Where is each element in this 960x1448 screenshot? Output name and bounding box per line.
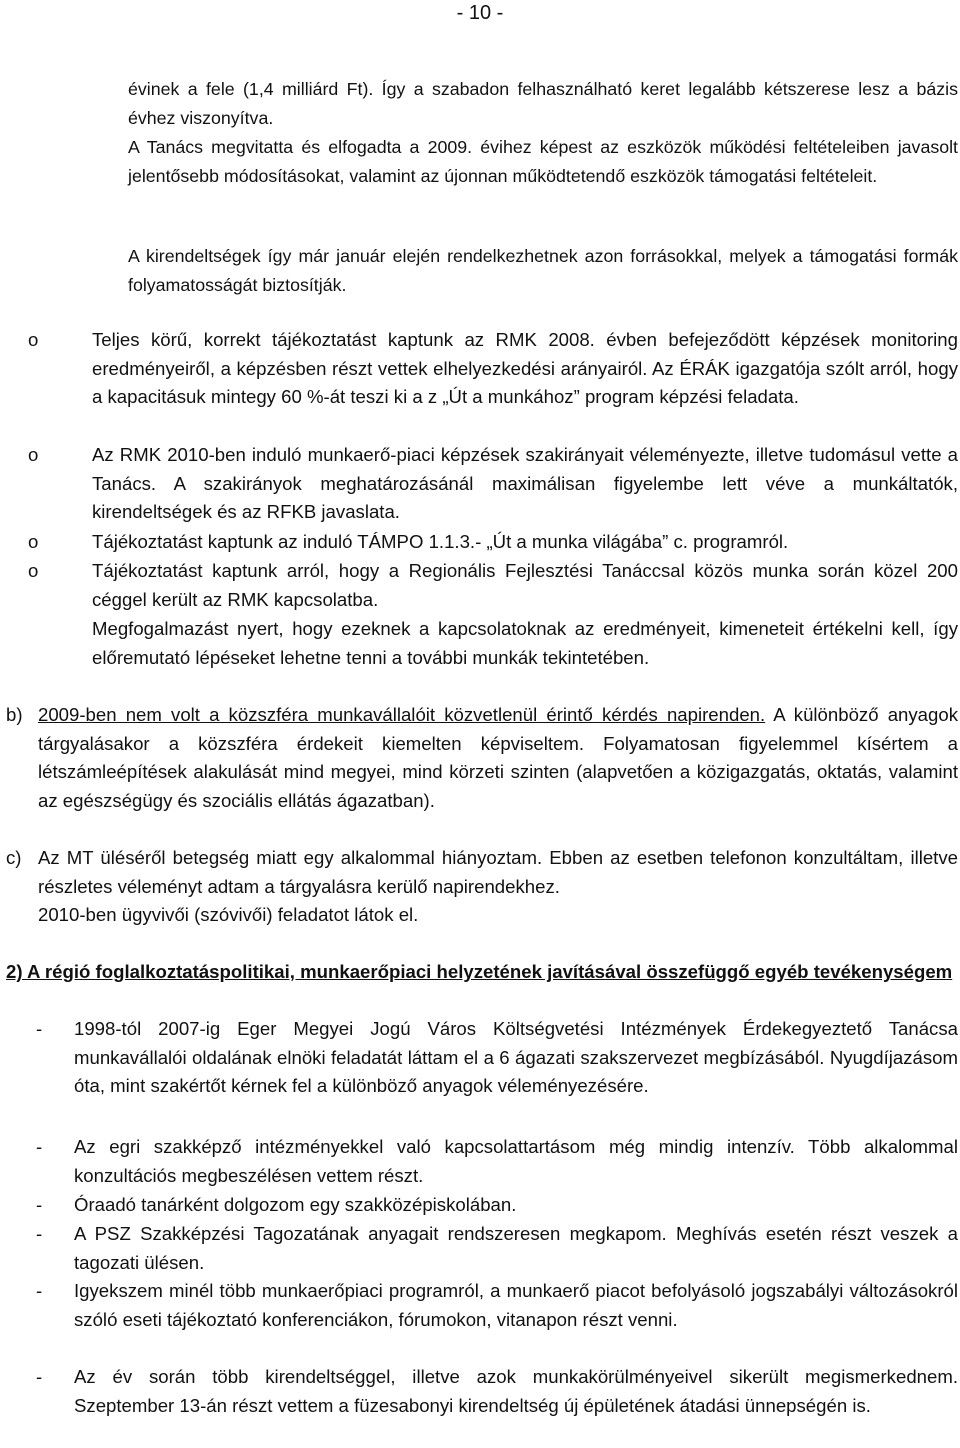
dash-item [36,1133,958,1190]
bullet-text: Teljes körű, korrekt tájékoztatást kaptunk az RMK 2008. évben befejeződött képzések monitoring eredményeiről, a képzésben részt vettek elhelyezkedési arányairól. Az ÉRÁK igazgatója szólt arról, hogy a kapacitásuk mintegy 60 %-át teszi ki a z „Út a munkához” program képzési feladata. [92,329,958,408]
section-c-text2: 2010-ben ügyvivői (szóvivői) feladatot látok el. [38,904,419,926]
bullet-text: Tájékoztatást kaptunk arról, hogy a Regionális Fejlesztési Tanáccsal közös munka során közel 200 céggel került az RMK kapcsolatba. [92,560,958,610]
dash-text: Az egri szakképző intézményekkel való kapcsolattartásom még mindig intenzív. Több alkalommal konzultációs megbeszélésen vettem részt. [74,1136,958,1186]
dash-marker: - [36,1194,43,1215]
bullet-item [28,528,958,557]
dash-marker: - [36,1280,43,1301]
bullet-continuation: Megfogalmazást nyert, hogy ezeknek a kapcsolatoknak az eredményeit, kimeneteit értékelni kell, így előremutató lépéseket lehetne tenni a további munkák tekintetében. [92,618,958,668]
dash-item [36,1220,958,1277]
dash-text: A PSZ Szakképzési Tagozatának anyagait rendszeresen megkapom. Meghívás esetén részt veszek a tagozati ülésen. [74,1223,958,1273]
bullet-item [28,441,958,527]
dash-marker: - [36,1136,43,1157]
section-b-marker: b) [6,704,23,725]
dash-item [36,1015,958,1101]
dash-text: Óraadó tanárként dolgozom egy szakközépiskolában. [74,1194,517,1215]
section-b-body: A különböző anyagok tárgyalásakor a közszféra érdekeit kiemelten képviseltem. Folyamatosan figyelemmel kísértem a létszámleépítések alakulását mind megyei, mind körzeti szinten (alapvetően a közigazgatás, oktatás, valamint az egészségügy és szociális ellátás ágazatban). [38,704,958,812]
dash-text: Igyekszem minél több munkaerőpiaci programról, a munkaerő piacot befolyásoló jogszabályi változásokról szóló eseti tájékoztató konferenciákon, fórumokon, vitanapon részt venni. [74,1280,958,1330]
section-c [6,844,958,930]
bullet-text: Az RMK 2010-ben induló munkaerő-piaci képzések szakirányait véleményezte, illetve tudomásul vette a Tanács. A szakirányok meghatározásánál maximálisan figyelembe lett véve a munkáltatók, kirendeltségek és az RFKB javaslata. [92,444,958,523]
bullet-item [28,557,958,614]
page-number: - 10 - [456,2,504,24]
dash-marker: - [36,1018,43,1039]
dash-item [36,1277,958,1334]
bullet-marker: o [28,444,39,465]
section-b-text [38,701,958,816]
section-c-marker: c) [6,847,22,868]
section-b [6,701,958,816]
dash-text: 1998-tól 2007-ig Eger Megyei Jogú Város Költségvetési Intézmények Érdekegyeztető Tanácsa munkavállalói oldalának elnöki feladatát láttam el a 6 ágazati szakszervezet megbízásából. Nyugdíjazásom óta, mint szakértőt kérnek fel a különböző anyagok véleményezésére. [74,1018,958,1097]
section-b-underlined: 2009-ben nem volt a közszféra munkavállalóit közvetlenül érintő kérdés napirenden. [38,704,766,725]
dash-item [36,1363,958,1420]
bullet-item [28,326,958,412]
bullet-marker: o [28,329,39,350]
section-2-heading: 2) A régió foglalkoztatáspolitikai, munkaerőpiaci helyzetének javításával összefüggő egyéb tevékenységem [6,961,953,982]
dash-item [36,1191,958,1220]
dash-marker: - [36,1223,43,1244]
bullet-text: Tájékoztatást kaptunk az induló TÁMPO 1.1.3.- „Út a munka világába” c. programról. [92,531,789,552]
section-c-text: Az MT üléséről betegség miatt egy alkalommal hiányoztam. Ebben az esetben telefonon konzultáltam, illetve részletes véleményt adtam a tárgyalásra kerülő napirendekhez. [38,847,958,897]
bullet-marker: o [28,531,39,552]
intro-paragraph-1: évinek a fele (1,4 milliárd Ft). Így a szabadon felhasználható keret legalább kétszerese lesz a bázis évhez viszonyítva. [128,79,958,128]
bullet-marker: o [28,560,39,581]
intro-paragraph-3: A kirendeltségek így már január elején rendelkezhetnek azon forrásokkal, melyek a támogatási formák folyamatosságát biztosítják. [128,246,958,295]
dash-text: Az év során több kirendeltséggel, illetve azok munkakörülményeivel sikerült megismerkednem. Szeptember 13-án részt vettem a füzesabonyi kirendeltség új épületének átadási ünnepségén is. [74,1366,958,1416]
intro-paragraph-2: A Tanács megvitatta és elfogadta a 2009. évihez képest az eszközök működési feltételeiben javasolt jelentősebb módosításokat, valamint az újonnan működtetendő eszközök támogatási feltételeit. [128,137,958,186]
dash-marker: - [36,1366,43,1387]
